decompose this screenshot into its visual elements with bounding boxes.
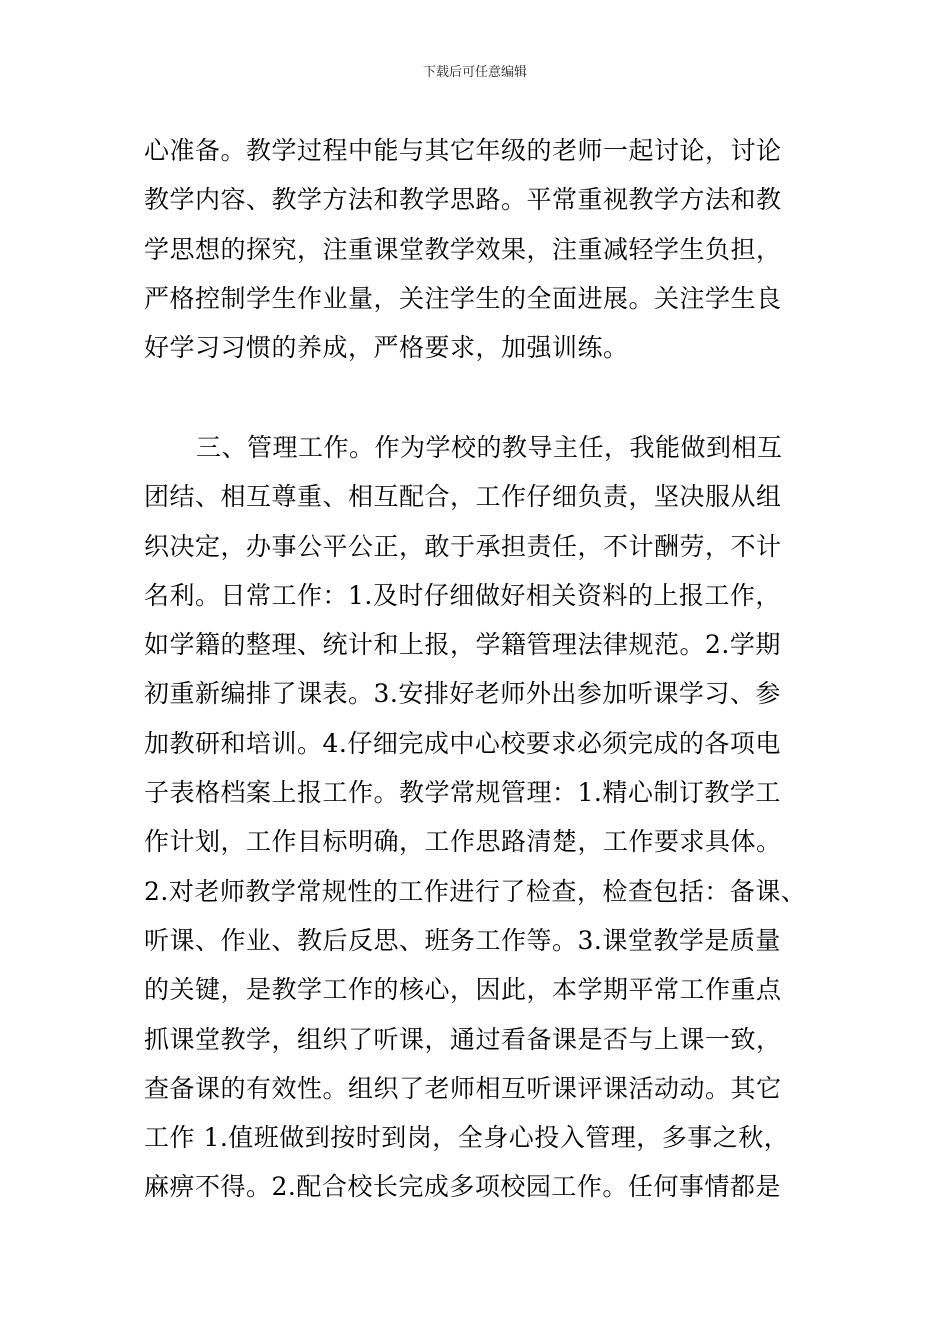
text-line: 团结、相互尊重、相互配合，工作仔细负责，坚决服从组: [144, 482, 782, 512]
paragraph-1: [144, 126, 824, 372]
text-line: 好学习习惯的养成，严格要求，加强训练。: [144, 333, 629, 363]
text-line: 三、管理工作。作为学校的教导主任，我能做到相互: [196, 433, 783, 462]
text-line: 查备课的有效性。组织了老师相互听课评课活动动。其它: [144, 1073, 782, 1103]
text-line: 作计划，工作目标明确，工作思路清楚，工作要求具体。: [144, 827, 782, 857]
page-header: 下载后可任意编辑: [422, 65, 527, 80]
text-line: 加教研和培训。4.仔细完成中心校要求必须完成的各项电: [144, 728, 781, 758]
text-line: 听课、作业、教后反思、班务工作等。3.课堂教学是质量: [144, 925, 781, 955]
text-line: 名利。日常工作：1.及时仔细做好相关资料的上报工作，: [144, 580, 781, 610]
text-line: 抓课堂教学，组织了听课，通过看备课是否与上课一致，: [144, 1024, 782, 1054]
text-line: 如学籍的整理、统计和上报，学籍管理法律规范。2.学期: [144, 630, 781, 660]
text-line: 2.对老师教学常规性的工作进行了检查，检查包括：备课、: [144, 876, 807, 906]
paragraph-2: [144, 423, 824, 1212]
text-line: 心准备。教学过程中能与其它年级的老师一起讨论，讨论: [144, 136, 782, 165]
text-line: 学思想的探究，注重课堂教学效果，注重减轻学生负担，: [144, 234, 782, 264]
text-line: 的关键，是教学工作的核心，因此，本学期平常工作重点: [144, 975, 782, 1005]
text-line: 子表格档案上报工作。教学常规管理：1.精心制订教学工: [144, 778, 781, 808]
text-line: 初重新编排了课表。3.安排好老师外出参加听课学习、参: [144, 679, 781, 709]
text-line: 织决定，办事公平公正，敢于承担责任，不计酬劳，不计: [144, 531, 782, 561]
text-line: 教学内容、教学方法和教学思路。平常重视教学方法和教: [144, 185, 782, 215]
text-line: 工作 1.值班做到按时到岗，全身心投入管理，多事之秋，: [144, 1123, 790, 1153]
text-line: 严格控制学生作业量，关注学生的全面进展。关注学生良: [144, 283, 782, 313]
text-line: 麻痹不得。2.配合校长完成多项校园工作。任何事情都是: [144, 1172, 781, 1202]
